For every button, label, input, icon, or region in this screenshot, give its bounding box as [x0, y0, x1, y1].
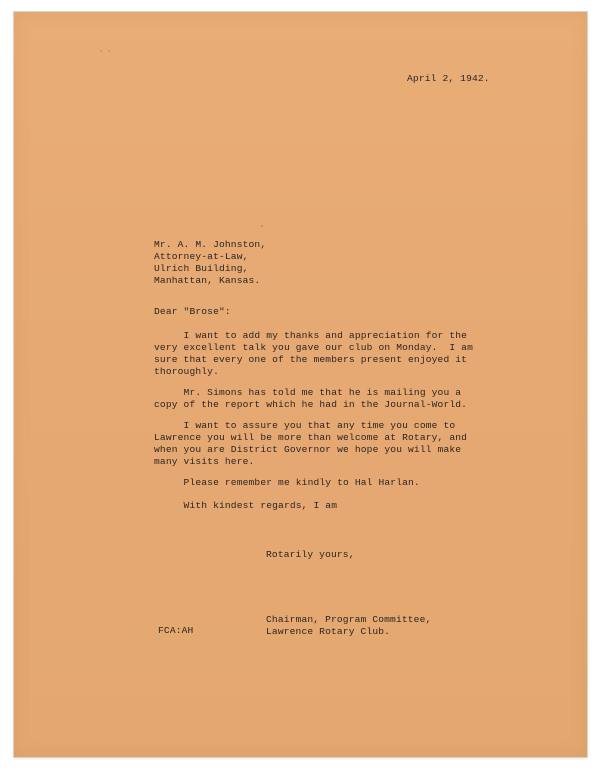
- recipient-line: Manhattan, Kansas.: [154, 275, 261, 286]
- paragraph-thanks: [154, 330, 473, 378]
- paragraph-regards: [154, 500, 337, 512]
- body-line: I want to assure you that any time you come to: [154, 420, 456, 431]
- paper-speck: [261, 225, 263, 227]
- signature-line: Lawrence Rotary Club.: [266, 626, 391, 637]
- paper-speck: [108, 50, 110, 52]
- closing: Rotarily yours,: [266, 549, 355, 560]
- body-line: many visits here.: [154, 456, 255, 467]
- letter-date: April 2, 1942.: [407, 73, 490, 84]
- body-line: when you are District Governor we hope you will make: [154, 444, 462, 455]
- paper-speck: [100, 50, 102, 52]
- letter-page: [14, 12, 587, 757]
- body-line: I want to add my thanks and appreciation for the: [154, 330, 468, 341]
- body-line: With kindest regards, I am: [154, 500, 338, 511]
- typist-initials: FCA:AH: [158, 625, 194, 636]
- recipient-line: Attorney-at-Law,: [154, 251, 249, 262]
- signature-line: Chairman, Program Committee,: [266, 614, 432, 625]
- paragraph-report: [154, 387, 467, 411]
- body-line: thoroughly.: [154, 366, 219, 377]
- signature-block: [266, 614, 431, 638]
- paragraph-welcome: [154, 420, 467, 468]
- salutation: Dear "Brose":: [154, 306, 231, 317]
- body-line: Lawrence you will be more than welcome at Rotary, and: [154, 432, 468, 443]
- paragraph-remember: [154, 477, 420, 489]
- recipient-address: [154, 239, 266, 287]
- body-line: sure that every one of the members present enjoyed it: [154, 354, 468, 365]
- recipient-line: Mr. A. M. Johnston,: [154, 239, 267, 250]
- body-line: very excellent talk you gave our club on Monday. I am: [154, 342, 473, 353]
- recipient-line: Ulrich Building,: [154, 263, 249, 274]
- body-line: copy of the report which he had in the Journal-World.: [154, 399, 468, 410]
- body-line: Mr. Simons has told me that he is mailing you a: [154, 387, 462, 398]
- body-line: Please remember me kindly to Hal Harlan.: [154, 477, 420, 488]
